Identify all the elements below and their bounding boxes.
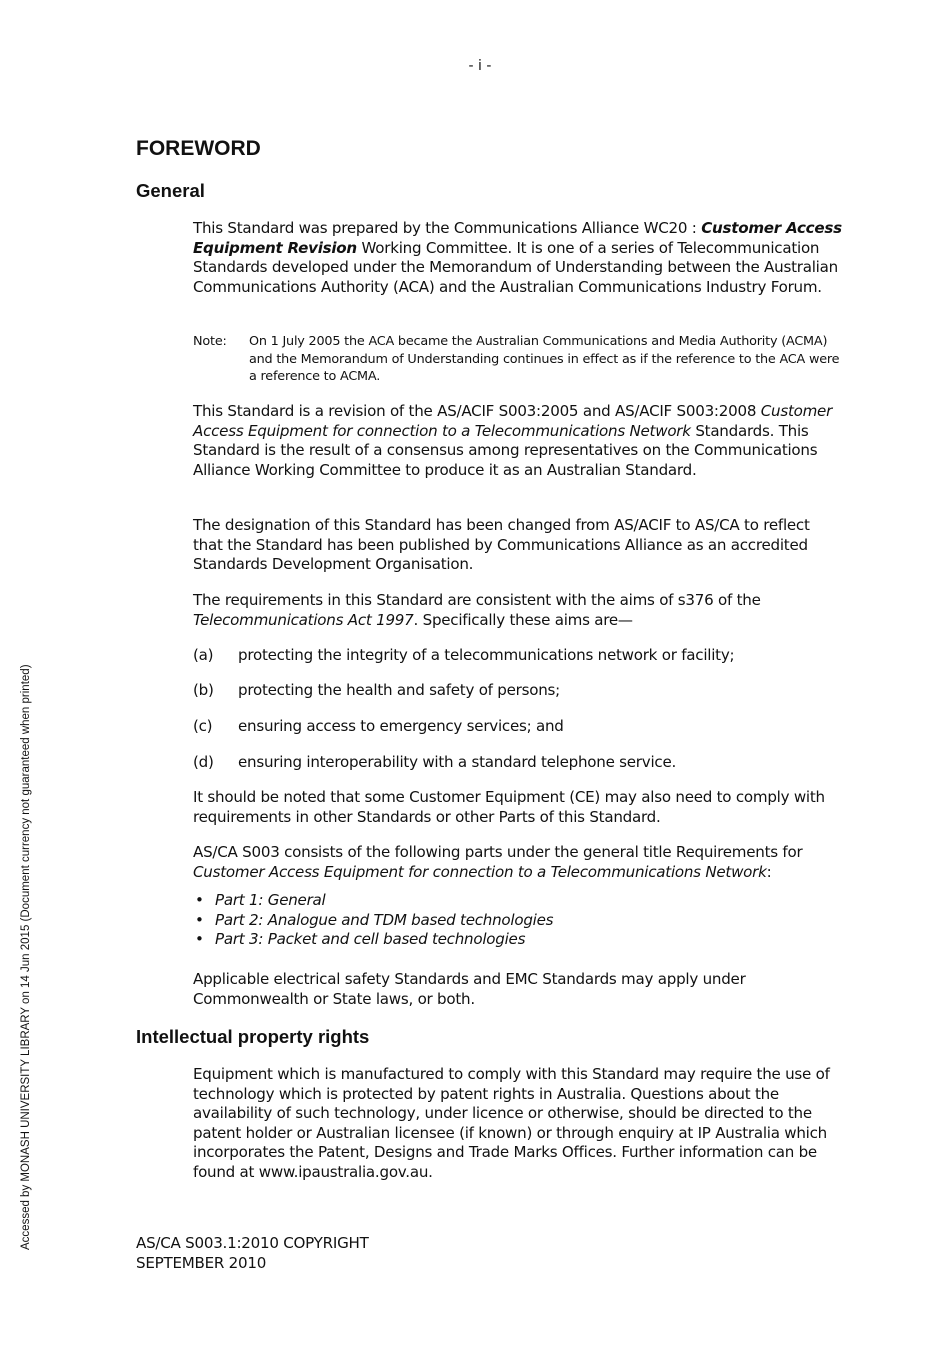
aim-marker: (a) <box>193 646 214 664</box>
aim-marker: (d) <box>193 753 214 771</box>
footer-copyright: AS/CA S003.1:2010 COPYRIGHT <box>136 1234 369 1252</box>
paragraph-designation: The designation of this Standard has been changed from AS/ACIF to AS/CA to reflect that the Standard has been published by Communications Alliance as an accredited Standards Development Organisation. <box>193 516 810 574</box>
access-watermark: Accessed by MONASH UNIVERSITY LIBRARY on 14 Jun 2015 (Document currency not guaranteed when printed) <box>20 664 32 1250</box>
part-title: Part 2: Analogue and TDM based technologies <box>215 910 554 929</box>
part-title: Part 3: Packet and cell based technologies <box>215 930 526 949</box>
paragraph-other-standards: It should be noted that some Customer Equipment (CE) may also need to comply with requirements in other Standards or other Parts of this Standard. <box>193 788 825 826</box>
paragraph-text: This Standard was prepared by the Communications Alliance WC20 : <box>193 219 702 237</box>
paragraph-text: AS/CA S003 consists of the following parts under the general title Requirements for <box>193 843 803 861</box>
standard-title: Customer Access Equipment for connection to a Telecommunications Network <box>193 402 833 440</box>
paragraph-aims-intro <box>193 591 843 630</box>
aim-text: protecting the health and safety of persons; <box>238 681 560 699</box>
paragraph-text: This Standard is a revision of the AS/ACIF S003:2005 and AS/ACIF S003:2008 <box>193 402 761 420</box>
footer <box>136 1234 369 1273</box>
note-text: On 1 July 2005 the ACA became the Australian Communications and Media Authority (ACMA) and the Memorandum of Understanding continues in effect as if the reference to the ACA were a reference to ACMA. <box>249 334 840 385</box>
bullet-icon: • <box>195 910 204 929</box>
aim-text: protecting the integrity of a telecommunications network or facility; <box>238 646 735 664</box>
aim-item <box>193 753 843 773</box>
aim-marker: (b) <box>193 681 214 699</box>
list-item <box>193 930 843 950</box>
aim-item <box>193 681 843 701</box>
paragraph-text: . Specifically these aims are— <box>413 610 633 629</box>
committee-name: Customer Access Equipment Revision <box>193 219 842 257</box>
paragraph-revision <box>193 402 843 480</box>
aim-text: ensuring interoperability with a standard telephone service. <box>238 753 677 771</box>
bullet-icon: • <box>195 891 204 909</box>
paragraph-text: Standards. This Standard is the result of a consensus among representatives on the Communications Alliance Working Committee to produce it as an Australian Standard. <box>193 421 818 479</box>
footer-date: SEPTEMBER 2010 <box>136 1253 267 1272</box>
note-label: Note: <box>193 334 227 349</box>
act-title: Telecommunications Act 1997 <box>193 610 414 629</box>
paragraph-text: The requirements in this Standard are consistent with the aims of s376 of the <box>193 591 761 609</box>
parts-list <box>193 891 843 950</box>
page-number: - i - <box>468 58 492 74</box>
part-title: Part 1: General <box>215 891 326 909</box>
paragraph-text: : <box>766 862 772 881</box>
paragraph-safety-emc: Applicable electrical safety Standards and EMC Standards may apply under Commonwealth or State laws, or both. <box>193 970 746 1008</box>
list-item <box>193 891 843 911</box>
paragraph-ipr: Equipment which is manufactured to comply with this Standard may require the use of technology which is protected by patent rights in Australia. Questions about the availability of such technology, under licence or otherwise, should be directed to the patent holder or Australian licensee (if known) or through enquiry at IP Australia which incorporates the Patent, Designs and Trade Marks Offices. Further information can be found at www.ipaustralia.gov.au. <box>193 1065 830 1181</box>
bullet-icon: • <box>195 930 204 949</box>
note <box>193 333 843 386</box>
page-title: FOREWORD <box>136 137 261 160</box>
list-item <box>193 911 843 931</box>
series-title: Customer Access Equipment for connection to a Telecommunications Network <box>193 862 767 881</box>
aim-item <box>193 646 843 666</box>
section-heading-general: General <box>136 180 205 201</box>
section-heading-ipr: Intellectual property rights <box>136 1026 370 1047</box>
paragraph-text: Working Committee. It is one of a series of Telecommunication Standards developed under the Memorandum of Understanding between the Australian Communications Authority (ACA) and the Australian Communications Industry Forum. <box>193 238 838 296</box>
paragraph-preparation <box>193 219 843 297</box>
aim-item <box>193 717 843 737</box>
aim-text: ensuring access to emergency services; and <box>238 717 564 735</box>
aim-marker: (c) <box>193 717 213 735</box>
paragraph-parts-intro <box>193 843 843 882</box>
